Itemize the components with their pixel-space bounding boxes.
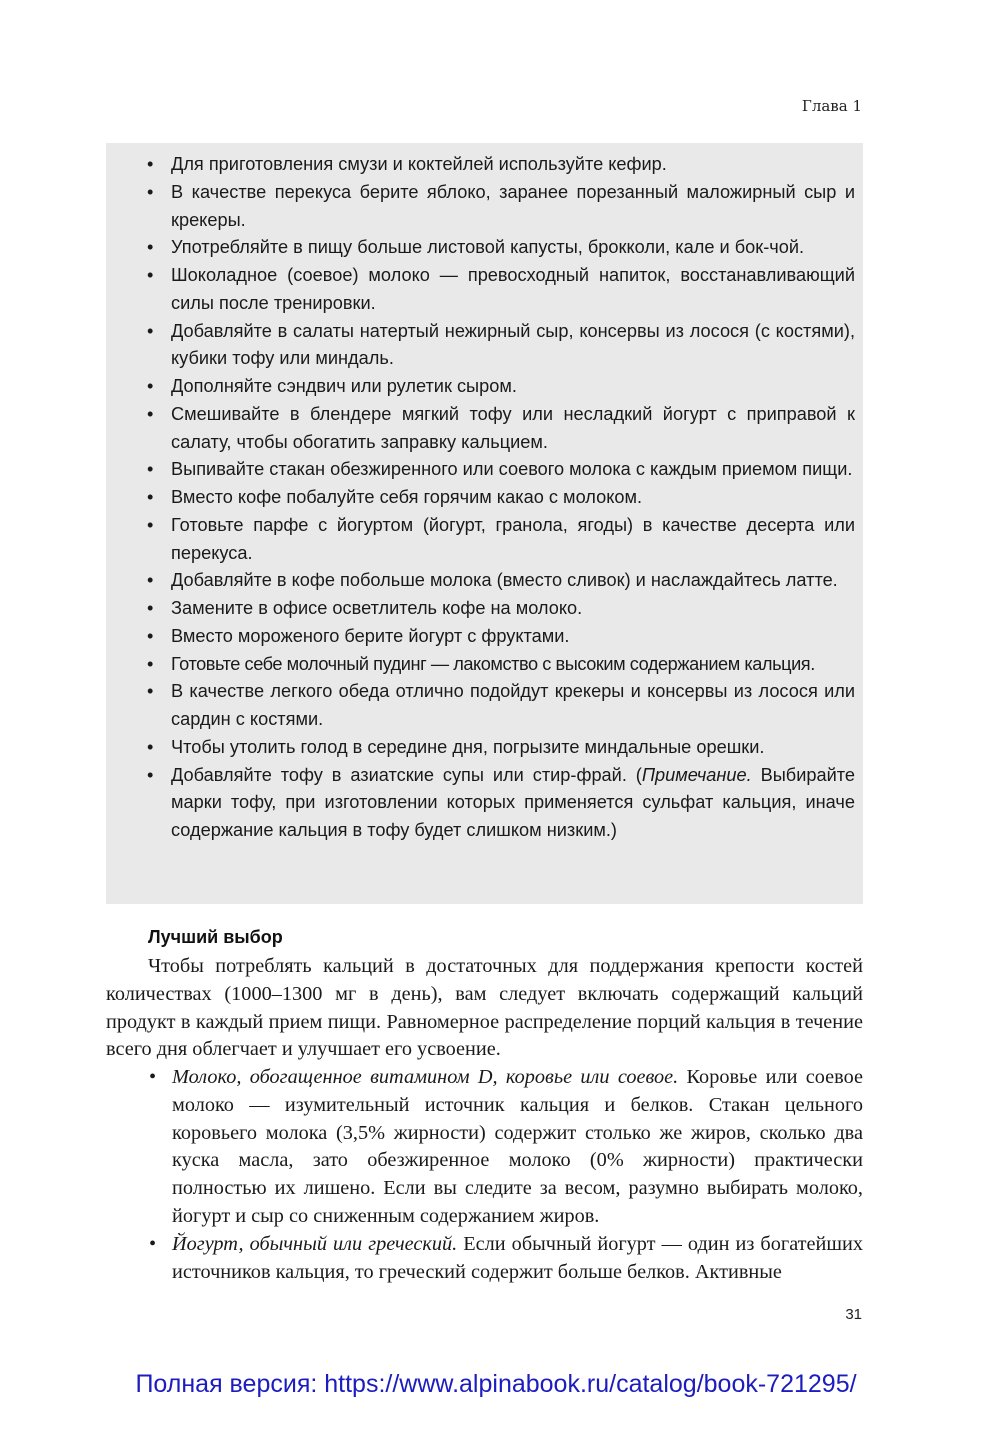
- item-text: Если обычный йогурт — один из богатейших источников кальция, то греческий содержит больше белков. Активные: [172, 1232, 863, 1283]
- tip-item: • Замените в офисе осветлитель кофе на молоко.: [106, 595, 855, 623]
- tip-item: • Употребляйте в пищу больше листовой капусты, брокколи, кале и бок-чой.: [106, 234, 855, 262]
- full-version-link[interactable]: Полная версия: https://www.alpinabook.ru/catalog/book-721295/: [135, 1370, 857, 1398]
- tip-item: • Добавляйте в салаты натертый нежирный сыр, консервы из лосося (с костями), кубики тофу или миндаль.: [106, 318, 855, 374]
- page-number: 31: [845, 1306, 862, 1323]
- tip-item: • Готовьте себе молочный пудинг — лакомство с высоким содержанием кальция.: [106, 651, 855, 679]
- tip-item: • Вместо кофе побалуйте себя горячим какао с молоком.: [106, 484, 855, 512]
- tip-text: Добавляйте тофу в азиатские супы или стир-фрай. (: [171, 764, 642, 785]
- tip-text: Выбирайте марки тофу, при изготовлении которых применяется сульфат кальция, иначе содержание кальция в тофу будет слишком низким.): [171, 764, 855, 840]
- tip-item: • Для приготовления смузи и коктейлей используйте кефир.: [106, 151, 855, 179]
- chapter-header: Глава 1: [801, 97, 862, 115]
- best-choice-item: [106, 1064, 863, 1231]
- tip-item: • Выпивайте стакан обезжиренного или соевого молока с каждым приемом пищи.: [106, 456, 855, 484]
- tip-item: • Смешивайте в блендере мягкий тофу или несладкий йогурт с приправой к салату, чтобы обогатить заправку кальцием.: [106, 401, 855, 457]
- tip-item: • Вместо мороженого берите йогурт с фруктами.: [106, 623, 855, 651]
- tip-item: • В качестве перекуса берите яблоко, заранее порезанный маложирный сыр и крекеры.: [106, 179, 855, 235]
- tip-item: • Дополняйте сэндвич или рулетик сыром.: [106, 373, 855, 401]
- tip-item: • Добавляйте в кофе побольше молока (вместо сливок) и наслаждайтесь латте.: [106, 567, 855, 595]
- tip-item: • Чтобы утолить голод в середине дня, погрызите миндальные орешки.: [106, 734, 855, 762]
- item-text: Коровье или соевое молоко — изумительный источник кальция и белков. Стакан цельного коровьего молока (3,5% жирности) содержит столько же жиров, сколько два куска масла, зато обезжиренное молоко (0% жирности) практически полностью их лишено. Если вы следите за весом, разумно выбирать молоко, йогурт и сыр со сниженным содержанием жиров.: [172, 1066, 863, 1227]
- tip-item: • В качестве легкого обеда отлично подойдут крекеры и консервы из лосося или сардин с костями.: [106, 678, 855, 734]
- tip-item: • Готовьте парфе с йогуртом (йогурт, гранола, ягоды) в качестве десерта или перекуса.: [106, 512, 855, 568]
- tip-item-tofu: [106, 762, 855, 845]
- note-label: Примечание.: [641, 764, 752, 785]
- section-title: Лучший выбор: [148, 927, 283, 947]
- tips-list: [106, 143, 863, 845]
- best-choice-list: [106, 1064, 863, 1286]
- item-label: Молоко, обогащенное витамином D, коровье или соевое.: [172, 1066, 679, 1088]
- tip-item: • Шоколадное (соевое) молоко — превосходный напиток, восстанавливающий силы после тренировки.: [106, 262, 855, 318]
- best-choice-item: [106, 1231, 863, 1287]
- item-label: Йогурт, обычный или греческий.: [172, 1232, 458, 1255]
- intro-paragraph: Чтобы потреблять кальций в достаточных для поддержания крепости костей количествах (1000–1300 мг в день), вам следует включать содержащий кальций продукт в каждый прием пищи. Равномерное распределение порций кальция в течение всего дня облегчает и улучшает его усвоение.: [106, 955, 863, 1061]
- calcium-tips-box: [106, 143, 863, 904]
